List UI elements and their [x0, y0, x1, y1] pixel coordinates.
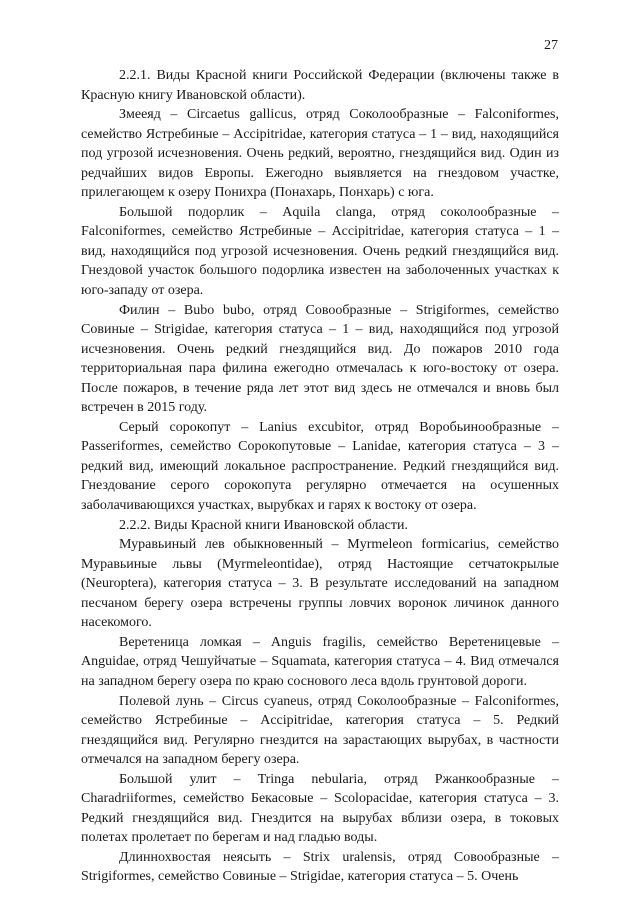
species-paragraph-neyasyt: Длиннохвостая неясыть – Strix uralensis, отряд Совообразные – Strigiformes, семейство Совиные – Strigidae, категория статуса – 5. Очень: [81, 849, 559, 885]
species-paragraph-filin: Филин – Bubo bubo, отряд Совообразные – Strigiformes, семейство Совиные – Strigidae, категория статуса – 1 – вид, находящийся под угрозой исчезновения. Очень редкий гнездящийся вид. До пожаров 2010 года территориальная пара филина ежегодно отмечалась к юго-востоку от озера. После пожаров, в течение ряда лет этот вид здесь не отмечался и вновь был встречен в 2015 году.: [81, 302, 559, 416]
species-paragraph-sorokoput: Серый сорокопут – Lanius excubitor, отряд Воробьинообразные – Passeriformes, семейство Сорокопутовые – Lanidae, категория статуса – 3 – редкий вид, имеющий локальное распространение. Редкий гнездящийся вид. Гнездование серого сорокопута регулярно отмечается на осушенных заболачивающихся участках, вырубках и гарях к востоку от озера.: [81, 419, 559, 514]
species-paragraph-ulit: Большой улит – Tringa nebularia, отряд Ржанкообразные – Charadriiformes, семейство Бекасовые – Scolopacidae, категория статуса – 3. Редкий гнездящийся вид. Гнездится на вырубах вблизи озера, в токовых полетах пролетает по берегам и над гладью воды.: [81, 771, 559, 846]
species-paragraph-veretenitsa: Веретеница ломкая – Anguis fragilis, семейство Веретеницевые – Anguidae, отряд Чешуйчатые – Squamata, категория статуса – 4. Вид отмечался на западном берегу озера по краю соснового леса вдоль грунтовой дороги.: [81, 634, 559, 689]
species-paragraph-podorlik: Большой подорлик – Aquila clanga, отряд соколообразные – Falconiformes, семейство Ястребиные – Accipitridae, категория статуса – 1 – вид, находящийся под угрозой исчезновения. Очень редкий гнездящийся вид. Гнездовой участок большого подорлика известен на заболоченных участках к юго-западу от озера.: [81, 204, 559, 299]
page-number: 27: [544, 38, 558, 53]
body-text: [81, 66, 559, 887]
species-paragraph-muravinyi-lev: Муравьиный лев обыкновенный – Myrmeleon formicarius, семейство Муравьиные львы (Myrmeleontidae), отряд Настоящие сетчатокрылые (Neuroptera), категория статуса – 3. В результате исследований на западном песчаном берегу озера встречены группы ловчих воронок личинок данного насекомого.: [81, 537, 559, 631]
species-paragraph-lun: Полевой лунь – Circus cyaneus, отряд Соколообразные – Falconiformes, семейство Ястребиные – Accipitridae, категория статуса – 5. Редкий гнездящийся вид. Регулярно гнездится на зарастающих вырубах, в частности отмечался на западном берегу озера.: [81, 693, 559, 768]
species-paragraph-zmeeyad: Змееяд – Circaetus gallicus, отряд Соколообразные – Falconiformes, семейство Ястребиные – Accipitridae, категория статуса – 1 – вид, находящийся под угрозой исчезновения. Очень редкий, вероятно, гнездящийся вид. Один из редчайших видов Европы. Ежегодно выявляется на гнездовом участке, прилегающем к озеру Понихра (Понахарь, Понхарь) с юга.: [81, 107, 559, 201]
section-heading-federal: 2.2.1. Виды Красной книги Российской Федерации (включены также в Красную книгу Ивановской области).: [81, 68, 559, 103]
section-heading-regional: 2.2.2. Виды Красной книги Ивановской области.: [119, 517, 408, 533]
